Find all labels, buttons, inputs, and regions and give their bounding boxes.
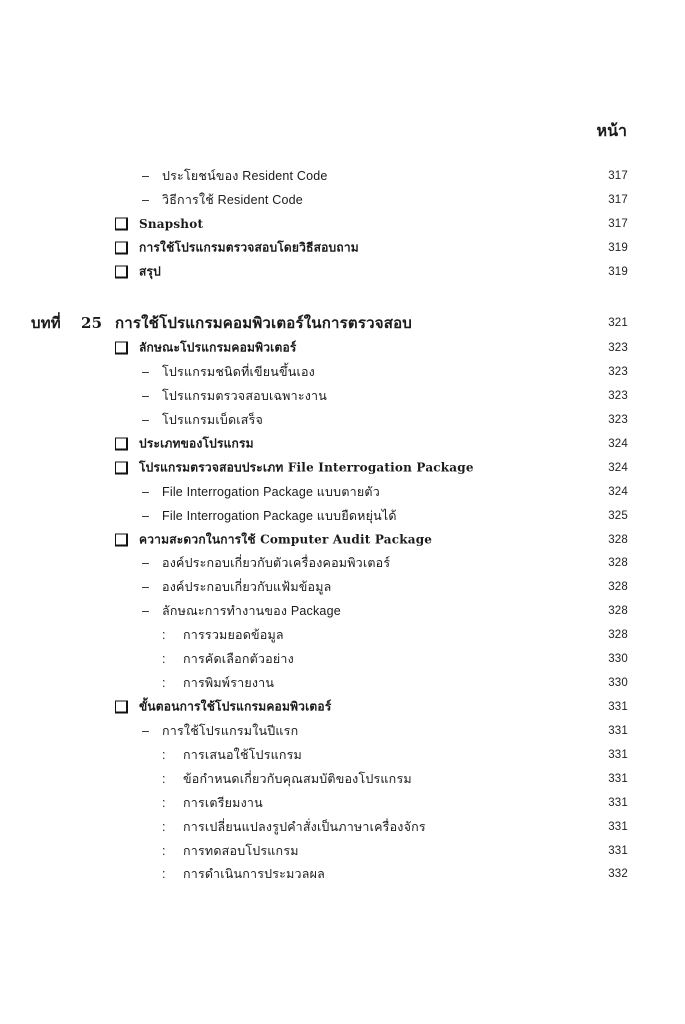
toc-entry: [0, 792, 685, 814]
toc-entry: [0, 433, 685, 455]
toc-entry-page: 317: [608, 170, 628, 182]
checkbox-bullet-icon: [115, 462, 128, 475]
page-column-label: หน้า: [596, 121, 627, 140]
toc-entry-title: การรวมยอดข้อมูล: [183, 628, 284, 642]
dash-bullet: –: [142, 485, 150, 499]
toc-entry-title: ขั้นตอนการใช้โปรแกรมคอมพิวเตอร์: [139, 699, 332, 714]
toc-entry: [0, 481, 685, 503]
checkbox-bullet-icon: [115, 701, 128, 714]
toc-entry-page: 331: [608, 821, 628, 833]
toc-entry-title: การเปลี่ยนแปลงรูปคำสั่งเป็นภาษาเครื่องจักร: [183, 820, 426, 834]
chapter-number: 25: [81, 314, 103, 332]
toc-entry: [0, 409, 685, 431]
toc-entry-title: โปรแกรมชนิดที่เขียนขึ้นเอง: [162, 365, 315, 379]
checkbox-bullet-icon: [115, 218, 128, 231]
toc-entry-title: วิธีการใช้ Resident Code: [162, 193, 303, 207]
toc-entry: [0, 863, 685, 885]
checkbox-bullet-icon: [115, 438, 128, 451]
colon-bullet: :: [162, 796, 166, 810]
toc-entry-page: 324: [608, 462, 628, 474]
toc-entry: [0, 385, 685, 407]
toc-entry-page: 328: [608, 534, 628, 546]
toc-entry-page: 323: [608, 342, 628, 354]
toc-entry-title: การดำเนินการประมวลผล: [183, 867, 325, 881]
toc-entry: [0, 213, 685, 235]
toc-entry-page: 331: [608, 797, 628, 809]
toc-entry: [0, 672, 685, 694]
toc-entry: [0, 624, 685, 646]
toc-entry: [0, 576, 685, 598]
checkbox-bullet-icon: [115, 266, 128, 279]
colon-bullet: :: [162, 772, 166, 786]
toc-entry-title: โปรแกรมตรวจสอบเฉพาะงาน: [162, 389, 328, 403]
toc-entry: [0, 648, 685, 670]
colon-bullet: :: [162, 820, 166, 834]
toc-entry-title: การใช้โปรแกรมในปีแรก: [162, 724, 299, 738]
checkbox-bullet-icon: [115, 534, 128, 547]
dash-bullet: –: [142, 365, 150, 379]
dash-bullet: –: [142, 604, 150, 618]
toc-entry: [0, 744, 685, 766]
toc-entry-page: 331: [608, 773, 628, 785]
colon-bullet: :: [162, 676, 166, 690]
checkbox-bullet-icon: [115, 342, 128, 355]
toc-entry: [0, 261, 685, 283]
toc-entry: [0, 600, 685, 622]
toc-entry-title: สรุป: [139, 264, 161, 279]
toc-entry: [0, 165, 685, 187]
toc-entry: [0, 505, 685, 527]
toc-entry: [0, 337, 685, 359]
toc-entry-page: 332: [608, 868, 628, 880]
toc-entry-title: ประเภทของโปรแกรม: [139, 436, 254, 451]
toc-entry-page: 330: [608, 677, 628, 689]
toc-entry-page: 323: [608, 414, 628, 426]
colon-bullet: :: [162, 652, 166, 666]
toc-entry-page: 328: [608, 605, 628, 617]
toc-entry-page: 319: [608, 266, 628, 278]
toc-entry-title: File Interrogation Package แบบตายตัว: [162, 485, 380, 499]
toc-entry-title: File Interrogation Package แบบยืดหยุ่นได้: [162, 509, 397, 523]
colon-bullet: :: [162, 628, 166, 642]
toc-entry-title: Snapshot: [139, 217, 204, 231]
dash-bullet: –: [142, 169, 150, 183]
toc-entry-title: ความสะดวกในการใช้ Computer Audit Package: [139, 532, 433, 547]
toc-entry-page: 328: [608, 581, 628, 593]
dash-bullet: –: [142, 580, 150, 594]
toc-entry-title: ประโยชน์ของ Resident Code: [162, 169, 328, 183]
toc-entry: [0, 361, 685, 383]
toc-entry-title: องค์ประกอบเกี่ยวกับแฟ้มข้อมูล: [162, 580, 332, 594]
toc-entry: [0, 552, 685, 574]
toc-entry-page: 328: [608, 557, 628, 569]
toc-entry-title: ลักษณะโปรแกรมคอมพิวเตอร์: [139, 340, 297, 355]
toc-entry-page: 330: [608, 653, 628, 665]
chapter-page: 321: [608, 317, 628, 329]
toc-entry-page: 324: [608, 486, 628, 498]
toc-entry-title: การเสนอใช้โปรแกรม: [183, 748, 302, 762]
dash-bullet: –: [142, 724, 150, 738]
toc-entry-title: โปรแกรมเบ็ดเสร็จ: [162, 413, 264, 427]
checkbox-bullet-icon: [115, 242, 128, 255]
toc-entry-page: 323: [608, 366, 628, 378]
colon-bullet: :: [162, 748, 166, 762]
toc-entry: [0, 720, 685, 742]
toc-entry-title: การใช้โปรแกรมตรวจสอบโดยวิธีสอบถาม: [139, 240, 359, 255]
dash-bullet: –: [142, 389, 150, 403]
toc-entry-title: การทดสอบโปรแกรม: [183, 844, 299, 858]
chapter-title: การใช้โปรแกรมคอมพิวเตอร์ในการตรวจสอบ: [115, 314, 413, 332]
toc-entry: [0, 457, 685, 479]
toc-entry-page: 331: [608, 749, 628, 761]
toc-entry-page: 328: [608, 629, 628, 641]
toc-entry: [0, 816, 685, 838]
toc-entry-page: 319: [608, 242, 628, 254]
toc-entry-page: 331: [608, 701, 628, 713]
toc-entry-title: การเตรียมงาน: [183, 796, 263, 810]
toc-entry: [0, 840, 685, 862]
toc-entry-page: 323: [608, 390, 628, 402]
toc-entry-page: 317: [608, 218, 628, 230]
toc-entry: [0, 768, 685, 790]
toc-entry-title: ข้อกำหนดเกี่ยวกับคุณสมบัติของโปรแกรม: [183, 772, 412, 786]
dash-bullet: –: [142, 556, 150, 570]
toc-entry: [0, 189, 685, 211]
toc-entry-page: 317: [608, 194, 628, 206]
toc-entry-title: โปรแกรมตรวจสอบประเภท File Interrogation Package: [139, 460, 474, 475]
toc-entry: [0, 237, 685, 259]
toc-entry-title: องค์ประกอบเกี่ยวกับตัวเครื่องคอมพิวเตอร์: [162, 556, 391, 570]
toc-entry-title: การคัดเลือกตัวอย่าง: [183, 652, 294, 666]
toc-entry: [0, 529, 685, 551]
dash-bullet: –: [142, 193, 150, 207]
colon-bullet: :: [162, 844, 166, 858]
toc-entry-page: 331: [608, 845, 628, 857]
chapter-heading: [0, 312, 685, 334]
toc-entry: [0, 696, 685, 718]
toc-entry-title: ลักษณะการทำงานของ Package: [162, 604, 341, 618]
toc-entry-title: การพิมพ์รายงาน: [183, 676, 275, 690]
toc-entry-page: 324: [608, 438, 628, 450]
chapter-label: บทที่: [31, 314, 61, 332]
toc-entry-page: 325: [608, 510, 628, 522]
colon-bullet: :: [162, 867, 166, 881]
toc-entry-page: 331: [608, 725, 628, 737]
dash-bullet: –: [142, 413, 150, 427]
dash-bullet: –: [142, 509, 150, 523]
